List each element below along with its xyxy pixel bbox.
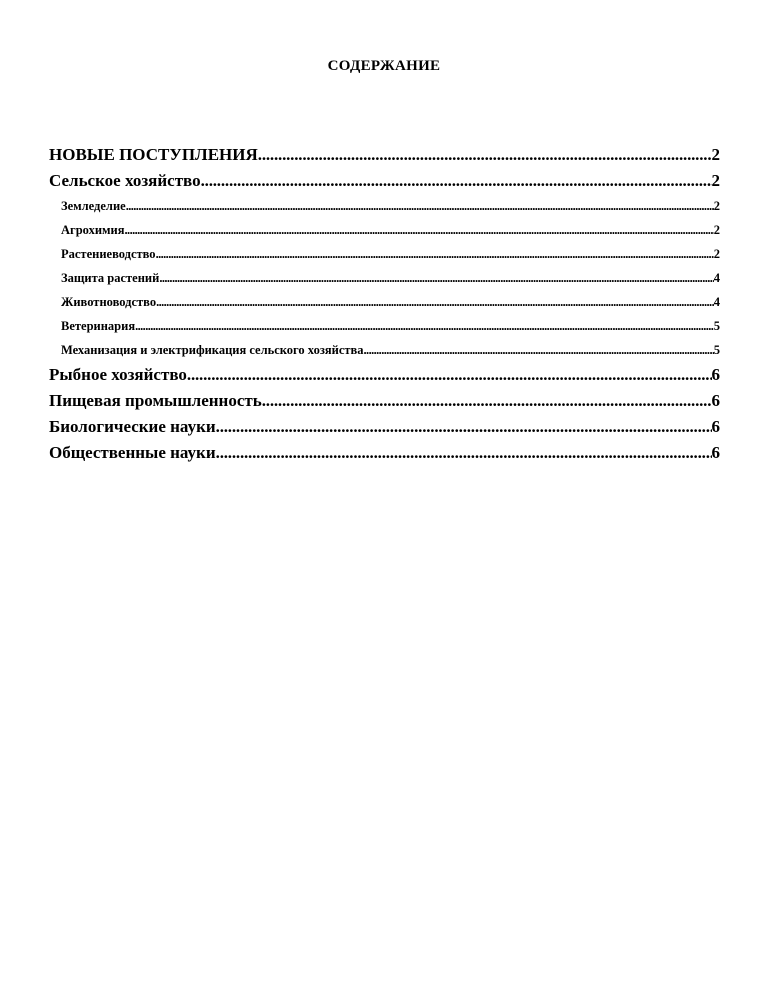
toc-leader-dots — [201, 168, 712, 194]
toc-entry-page: 6 — [711, 391, 720, 410]
toc-leader-dots — [216, 440, 712, 466]
toc-entry-page: 2 — [713, 223, 720, 237]
toc-entry-label: Рыбное хозяйство — [49, 365, 187, 384]
toc-leader-dots — [125, 218, 714, 242]
toc-leader-dots — [156, 290, 714, 314]
toc-entry-page: 4 — [713, 295, 720, 309]
toc-entry-veterinary[interactable] — [49, 314, 720, 338]
toc-title: СОДЕРЖАНИЕ — [327, 58, 441, 74]
toc-entry-mechanization[interactable] — [49, 338, 720, 362]
toc-entry-label: НОВЫЕ ПОСТУПЛЕНИЯ — [49, 145, 258, 164]
toc-entry-agrochemistry[interactable] — [49, 218, 720, 242]
toc-entry-page: 5 — [713, 319, 720, 333]
toc-entry-page: 6 — [711, 417, 720, 436]
toc-entry-agriculture[interactable] — [49, 168, 720, 194]
toc-leader-dots — [159, 266, 713, 290]
toc-entry-page: 2 — [711, 145, 720, 164]
toc-entry-label: Биологические науки — [49, 417, 216, 436]
toc-entry-food-industry[interactable] — [49, 388, 720, 414]
toc-entry-label: Земледелие — [61, 199, 126, 213]
toc-leader-dots — [156, 242, 714, 266]
toc-leader-dots — [126, 194, 714, 218]
toc-entry-new-arrivals[interactable] — [49, 142, 720, 168]
toc-entry-farming[interactable] — [49, 194, 720, 218]
toc-entry-label: Растениеводство — [61, 247, 156, 261]
toc-entry-fisheries[interactable] — [49, 362, 720, 388]
toc-entry-page: 6 — [711, 443, 720, 462]
toc-entry-page: 5 — [713, 343, 720, 357]
toc-leader-dots — [187, 362, 712, 388]
toc-entry-label: Пищевая промышленность — [49, 391, 262, 410]
toc-entry-page: 2 — [713, 247, 720, 261]
toc-entry-label: Сельское хозяйство — [49, 171, 201, 190]
toc-entry-page: 4 — [713, 271, 720, 285]
toc-leader-dots — [364, 338, 714, 362]
toc-entry-animal-husbandry[interactable] — [49, 290, 720, 314]
toc-entry-label: Ветеринария — [61, 319, 136, 333]
toc-entry-page: 6 — [711, 365, 720, 384]
toc-entry-label: Общественные науки — [49, 443, 216, 462]
toc-leader-dots — [262, 388, 712, 414]
toc-entry-label: Агрохимия — [61, 223, 125, 237]
toc-entry-label: Защита растений — [61, 271, 160, 285]
toc-entry-page: 2 — [711, 171, 720, 190]
toc-entry-label: Механизация и электрификация сельского хозяйства — [61, 343, 364, 357]
toc-leader-dots — [216, 414, 712, 440]
toc-entry-crop-production[interactable] — [49, 242, 720, 266]
toc-entry-plant-protection[interactable] — [49, 266, 720, 290]
toc-entry-biological-sciences[interactable] — [49, 414, 720, 440]
toc-entry-label: Животноводство — [61, 295, 157, 309]
toc-entry-page: 2 — [713, 199, 720, 213]
toc-leader-dots — [258, 142, 712, 168]
toc-leader-dots — [135, 314, 714, 338]
toc-entry-social-sciences[interactable] — [49, 440, 720, 466]
table-of-contents — [49, 142, 720, 466]
